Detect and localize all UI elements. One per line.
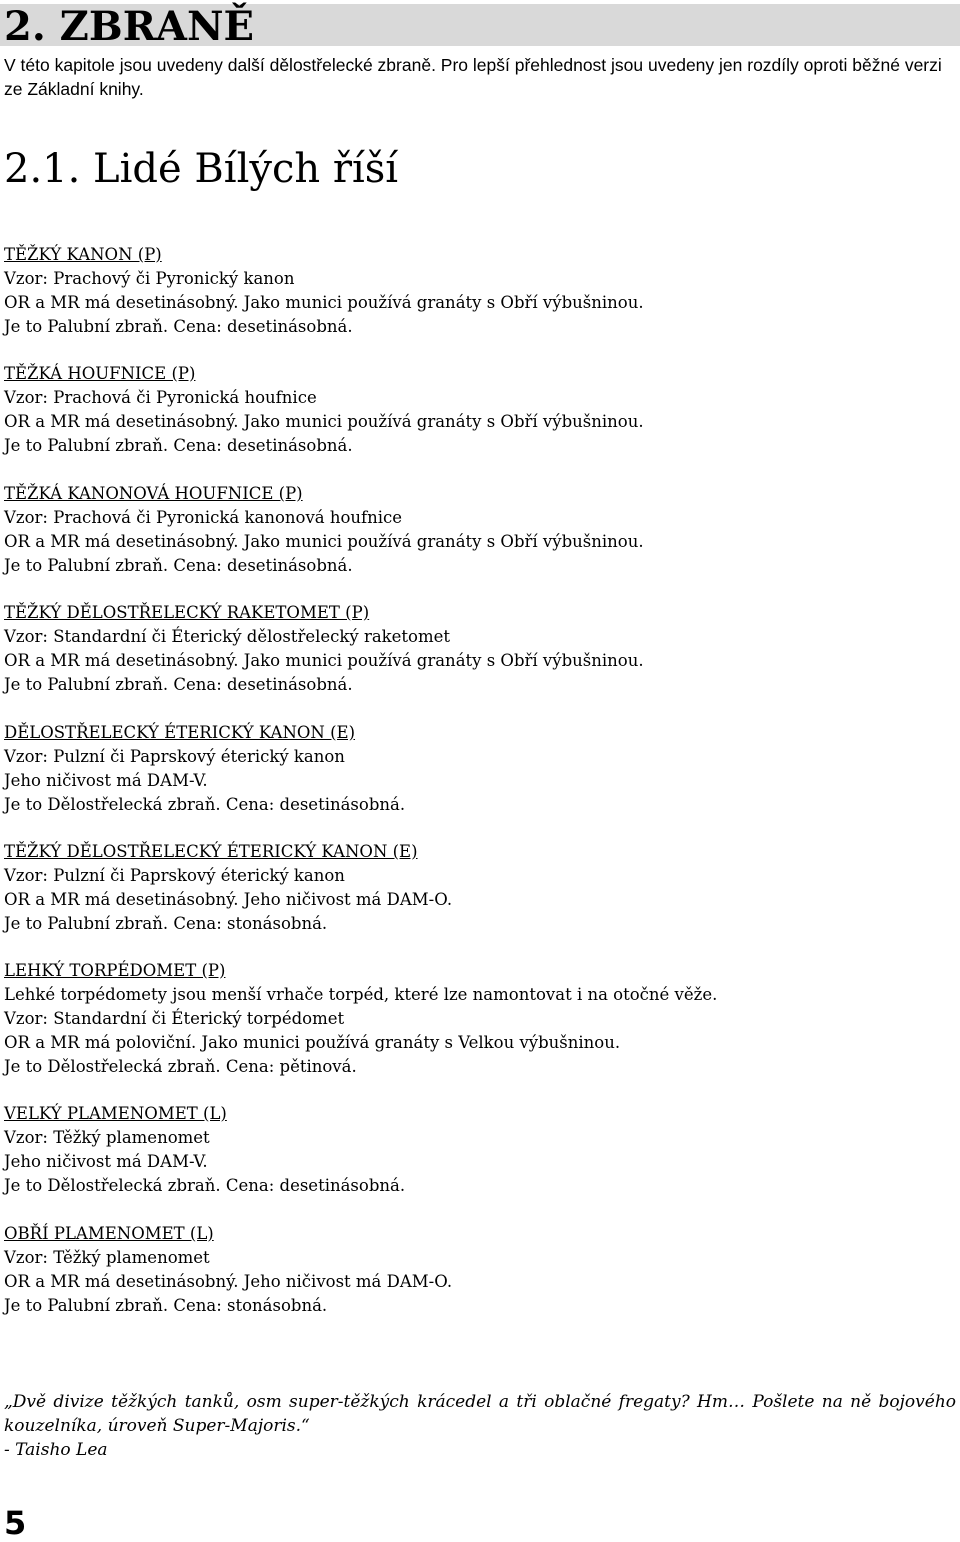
quote-author: - Taisho Lea: [4, 1440, 108, 1460]
weapon-heading: LEHKÝ TORPÉDOMET (P): [4, 961, 226, 980]
weapon-heading: VELKÝ PLAMENOMET (L): [4, 1104, 227, 1123]
weapon-description: Lehké torpédomety jsou menší vrhače torpéd, které lze namontovat i na otočné věže.: [4, 985, 718, 1004]
weapon-heading: TĚŽKÁ KANONOVÁ HOUFNICE (P): [4, 484, 303, 503]
section-title: 2.1. Lidé Bílých říší: [4, 146, 399, 192]
weapon-type-cost: Je to Dělostřelecká zbraň. Cena: desetinásobná.: [4, 1176, 406, 1195]
weapon-heading: TĚŽKÝ KANON (P): [4, 245, 162, 264]
weapon-pattern: Vzor: Pulzní či Paprskový éterický kanon: [4, 866, 345, 885]
weapon-type-cost: Je to Palubní zbraň. Cena: desetinásobná.: [4, 317, 353, 336]
weapon-entry-ether-cannon: [4, 721, 956, 817]
weapon-entry-light-torpedo-launcher: [4, 959, 956, 1079]
weapon-heading: TĚŽKÝ DĚLOSTŘELECKÝ RAKETOMET (P): [4, 603, 370, 622]
weapon-stats: OR a MR má desetinásobný. Jeho ničivost má DAM-O.: [4, 890, 453, 909]
weapon-pattern: Vzor: Prachová či Pyronická kanonová houfnice: [4, 508, 403, 527]
weapon-pattern: Vzor: Těžký plamenomet: [4, 1128, 210, 1147]
chapter-title-bar: [0, 3, 960, 50]
weapon-pattern: Vzor: Prachová či Pyronická houfnice: [4, 388, 317, 407]
weapon-type-cost: Je to Palubní zbraň. Cena: stonásobná.: [4, 914, 328, 933]
weapon-pattern: Vzor: Standardní či Éterický dělostřelecký raketomet: [4, 627, 451, 646]
weapon-heading: DĚLOSTŘELECKÝ ÉTERICKÝ KANON (E): [4, 723, 356, 742]
weapon-entry-heavy-rocket-launcher: [4, 601, 956, 697]
weapon-entry-large-flamethrower: [4, 1102, 956, 1198]
weapon-stats: OR a MR má desetinásobný. Jako munici používá granáty s Obří výbušninou.: [4, 651, 644, 670]
weapon-pattern: Vzor: Standardní či Éterický torpédomet: [4, 1009, 345, 1028]
weapon-stats: OR a MR má desetinásobný. Jako munici používá granáty s Obří výbušninou.: [4, 412, 644, 431]
weapon-entry-heavy-howitzer: [4, 362, 956, 458]
page-number: 5: [4, 1504, 27, 1542]
chapter-intro: V této kapitole jsou uvedeny další dělostřelecké zbraně. Pro lepší přehlednost jsou uvedeny jen rozdíly oproti běžné verzi ze Základní knihy.: [4, 55, 942, 99]
quote-text: „Dvě divize těžkých tanků, osm super-těžkých krácedel a tři oblačné fregaty? Hm… Pošlete na ně bojového kouzelníka, úroveň Super-Majoris.“: [4, 1392, 956, 1436]
weapon-stats: Jeho ničivost má DAM-V.: [4, 1152, 208, 1171]
weapon-type-cost: Je to Palubní zbraň. Cena: desetinásobná.: [4, 675, 353, 694]
weapon-entry-heavy-ether-cannon: [4, 840, 956, 936]
weapon-heading: TĚŽKÝ DĚLOSTŘELECKÝ ÉTERICKÝ KANON (E): [4, 842, 418, 861]
weapon-type-cost: Je to Dělostřelecká zbraň. Cena: pětinová.: [4, 1057, 357, 1076]
weapon-type-cost: Je to Palubní zbraň. Cena: desetinásobná.: [4, 436, 353, 455]
weapon-pattern: Vzor: Těžký plamenomet: [4, 1248, 210, 1267]
weapon-type-cost: Je to Palubní zbraň. Cena: stonásobná.: [4, 1296, 328, 1315]
weapon-stats: OR a MR má desetinásobný. Jeho ničivost má DAM-O.: [4, 1272, 453, 1291]
weapon-entry-giant-flamethrower: [4, 1222, 956, 1318]
weapon-pattern: Vzor: Prachový či Pyronický kanon: [4, 269, 295, 288]
weapon-heading: OBŘÍ PLAMENOMET (L): [4, 1224, 214, 1243]
chapter-title: 2. ZBRANĚ: [4, 3, 255, 50]
weapon-stats: OR a MR má desetinásobný. Jako munici používá granáty s Obří výbušninou.: [4, 293, 644, 312]
epigraph-quote: [4, 1390, 956, 1462]
weapon-pattern: Vzor: Pulzní či Paprskový éterický kanon: [4, 747, 345, 766]
weapon-stats: Jeho ničivost má DAM-V.: [4, 771, 208, 790]
weapon-entry-heavy-cannon: [4, 243, 956, 339]
weapon-type-cost: Je to Palubní zbraň. Cena: desetinásobná.: [4, 556, 353, 575]
weapon-entry-heavy-gun-howitzer: [4, 482, 956, 578]
weapon-stats: OR a MR má poloviční. Jako munici používá granáty s Velkou výbušninou.: [4, 1033, 621, 1052]
weapon-stats: OR a MR má desetinásobný. Jako munici používá granáty s Obří výbušninou.: [4, 532, 644, 551]
weapon-heading: TĚŽKÁ HOUFNICE (P): [4, 364, 196, 383]
weapon-type-cost: Je to Dělostřelecká zbraň. Cena: desetinásobná.: [4, 795, 406, 814]
